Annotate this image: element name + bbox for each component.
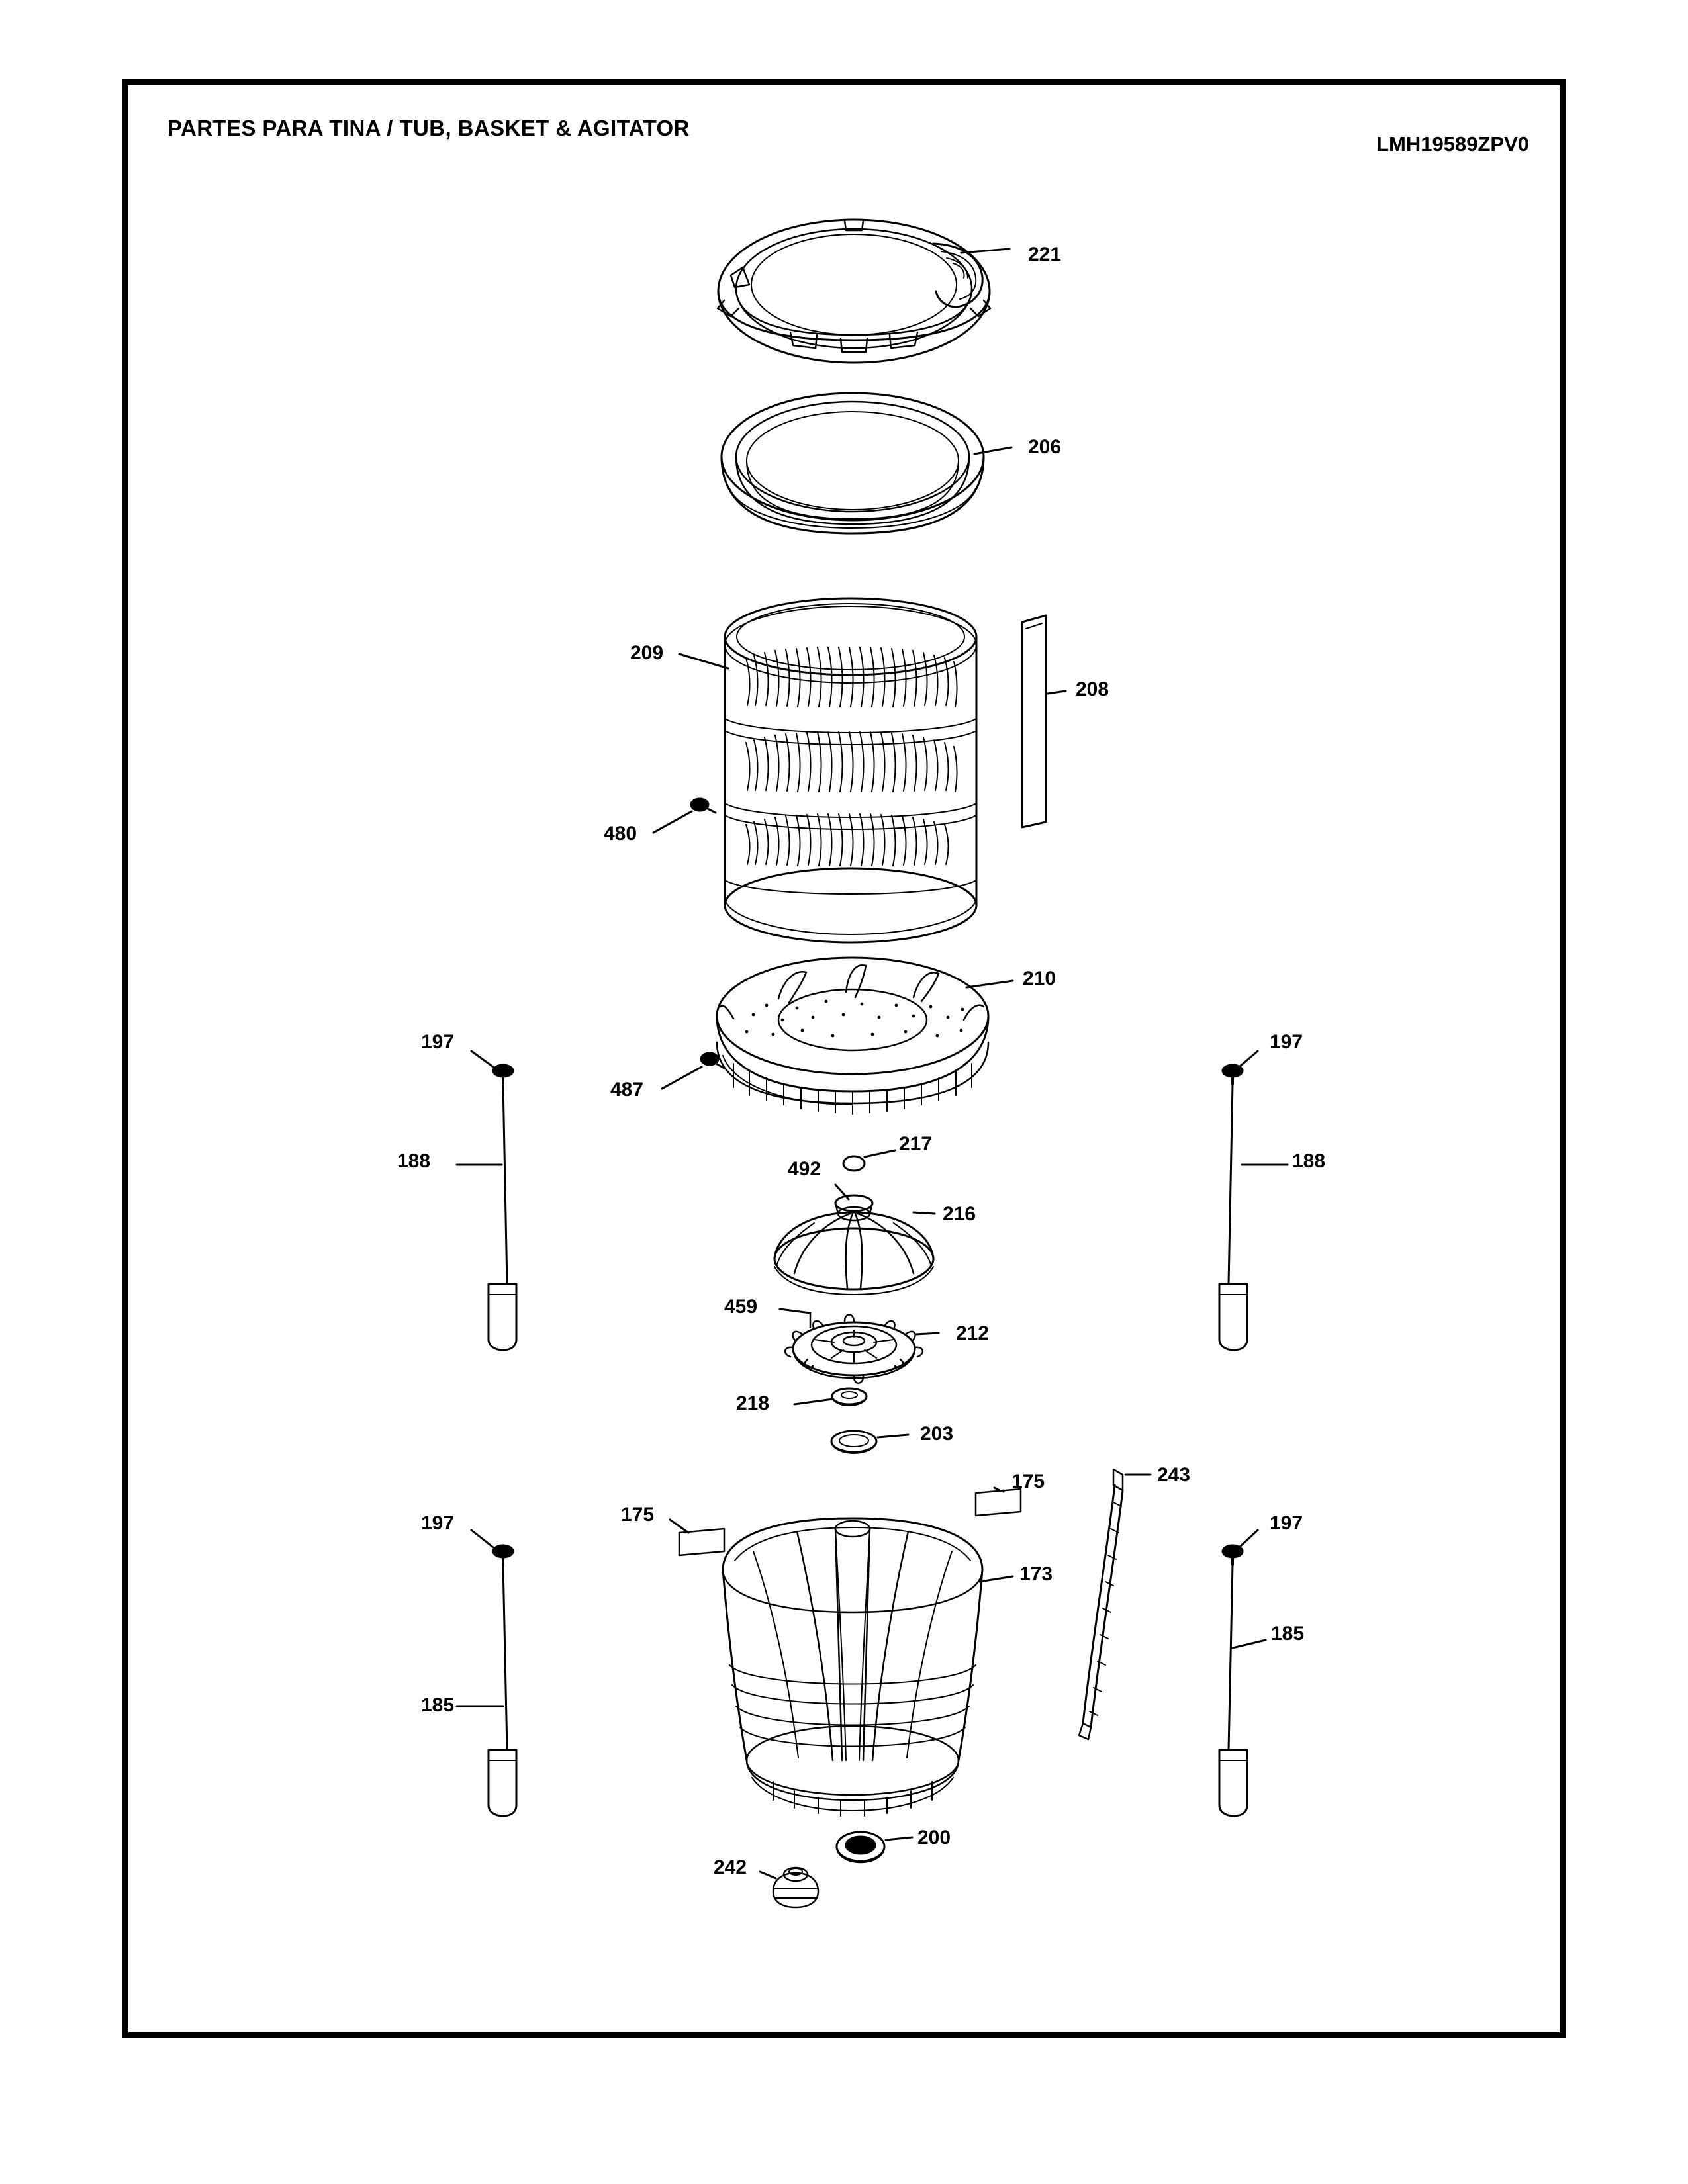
callout-197-lower-left: 197 (421, 1512, 455, 1534)
callout-175-right: 175 (1011, 1471, 1045, 1492)
callout-480: 480 (604, 823, 637, 844)
callout-210: 210 (1023, 968, 1056, 989)
callout-188-upper-right: 188 (1292, 1150, 1326, 1172)
callout-197-lower-right: 197 (1270, 1512, 1303, 1534)
callout-242: 242 (714, 1856, 747, 1878)
callout-185-lower-left: 185 (421, 1694, 455, 1716)
model-code: LMH19589ZPV0 (1376, 132, 1529, 156)
callout-243: 243 (1157, 1464, 1191, 1486)
callout-221: 221 (1028, 244, 1062, 265)
callout-218: 218 (736, 1392, 770, 1414)
callout-175-left: 175 (621, 1504, 655, 1525)
callout-197-upper-left: 197 (421, 1031, 455, 1053)
callout-188-upper-left: 188 (397, 1150, 431, 1172)
callout-217: 217 (899, 1133, 933, 1155)
page-title: PARTES PARA TINA / TUB, BASKET & AGITATOR (167, 116, 690, 140)
callout-173: 173 (1019, 1563, 1053, 1585)
diagram-frame (122, 79, 1566, 2038)
callout-216: 216 (943, 1203, 976, 1225)
callout-492: 492 (788, 1158, 821, 1180)
callout-200: 200 (917, 1827, 951, 1848)
callout-203: 203 (920, 1423, 954, 1445)
callout-487: 487 (610, 1079, 644, 1101)
callout-185-lower-right: 185 (1271, 1623, 1305, 1645)
callout-197-upper-right: 197 (1270, 1031, 1303, 1053)
callout-209: 209 (630, 642, 664, 664)
callout-208: 208 (1076, 678, 1109, 700)
callout-206: 206 (1028, 436, 1062, 458)
callout-212: 212 (956, 1322, 990, 1344)
callout-459: 459 (724, 1296, 758, 1318)
